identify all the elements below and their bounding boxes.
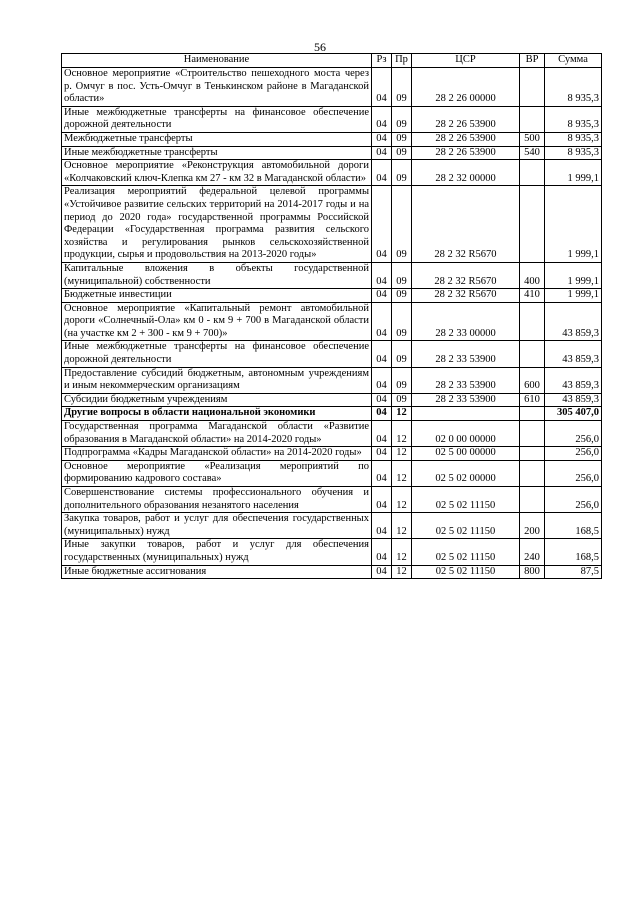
cell-vr bbox=[520, 106, 545, 132]
cell-name: Совершенствование системы профессионального обучения и дополнительного образования незанятого населения bbox=[62, 487, 372, 513]
cell-vr: 240 bbox=[520, 539, 545, 565]
table-row bbox=[62, 302, 602, 341]
cell-pr: 12 bbox=[392, 539, 412, 565]
cell-sum: 43 859,3 bbox=[545, 393, 602, 407]
cell-rz: 04 bbox=[372, 487, 392, 513]
cell-name: Предоставление субсидий бюджетным, автономным учреждениям и иным некоммерческим организациям bbox=[62, 367, 372, 393]
cell-vr: 400 bbox=[520, 262, 545, 288]
cell-rz: 04 bbox=[372, 160, 392, 186]
cell-pr: 09 bbox=[392, 367, 412, 393]
cell-name: Закупка товаров, работ и услуг для обеспечения государственных (муниципальных) нужд bbox=[62, 513, 372, 539]
table-row bbox=[62, 106, 602, 132]
cell-sum: 8 935,3 bbox=[545, 106, 602, 132]
cell-vr bbox=[520, 341, 545, 367]
cell-pr: 09 bbox=[392, 160, 412, 186]
cell-sum: 256,0 bbox=[545, 421, 602, 447]
cell-name: Бюджетные инвестиции bbox=[62, 289, 372, 303]
cell-pr: 09 bbox=[392, 393, 412, 407]
cell-csr: 02 5 02 11150 bbox=[412, 539, 520, 565]
cell-vr: 410 bbox=[520, 289, 545, 303]
cell-rz: 04 bbox=[372, 262, 392, 288]
cell-vr: 800 bbox=[520, 565, 545, 579]
cell-csr: 28 2 26 53900 bbox=[412, 132, 520, 146]
cell-name: Иные закупки товаров, работ и услуг для обеспечения государственных (муниципальных) нужд bbox=[62, 539, 372, 565]
cell-csr: 02 5 00 00000 bbox=[412, 447, 520, 461]
cell-rz: 04 bbox=[372, 146, 392, 160]
cell-rz: 04 bbox=[372, 367, 392, 393]
cell-pr: 09 bbox=[392, 132, 412, 146]
budget-table bbox=[61, 53, 602, 579]
cell-csr: 28 2 32 R5670 bbox=[412, 186, 520, 263]
cell-csr: 28 2 32 R5670 bbox=[412, 262, 520, 288]
cell-sum: 8 935,3 bbox=[545, 146, 602, 160]
cell-name: Капитальные вложения в объекты государственной (муниципальной) собственности bbox=[62, 262, 372, 288]
cell-sum: 168,5 bbox=[545, 513, 602, 539]
cell-sum: 43 859,3 bbox=[545, 302, 602, 341]
cell-csr: 28 2 33 53900 bbox=[412, 367, 520, 393]
table-body bbox=[62, 68, 602, 579]
cell-csr: 28 2 26 53900 bbox=[412, 106, 520, 132]
cell-rz: 04 bbox=[372, 460, 392, 486]
cell-sum: 8 935,3 bbox=[545, 132, 602, 146]
cell-vr bbox=[520, 186, 545, 263]
cell-name: Субсидии бюджетным учреждениям bbox=[62, 393, 372, 407]
table-row bbox=[62, 146, 602, 160]
table-row bbox=[62, 341, 602, 367]
cell-sum: 256,0 bbox=[545, 487, 602, 513]
cell-vr bbox=[520, 302, 545, 341]
cell-csr: 28 2 26 00000 bbox=[412, 68, 520, 107]
table-row bbox=[62, 289, 602, 303]
cell-sum: 1 999,1 bbox=[545, 289, 602, 303]
table-row bbox=[62, 160, 602, 186]
cell-pr: 12 bbox=[392, 460, 412, 486]
cell-rz: 04 bbox=[372, 565, 392, 579]
cell-name: Основное мероприятие «Капитальный ремонт автомобильной дороги «Солнечный-Ола» км 0 - км 9 + 700 в Магаданской области (на участке км 2 + 300 - км 9 + 700)» bbox=[62, 302, 372, 341]
cell-rz: 04 bbox=[372, 302, 392, 341]
table-row bbox=[62, 513, 602, 539]
cell-csr: 02 0 00 00000 bbox=[412, 421, 520, 447]
cell-csr: 02 5 02 00000 bbox=[412, 460, 520, 486]
cell-sum: 43 859,3 bbox=[545, 341, 602, 367]
header-name: Наименование bbox=[62, 54, 372, 68]
table-row bbox=[62, 262, 602, 288]
cell-csr: 28 2 33 53900 bbox=[412, 341, 520, 367]
cell-name: Основное мероприятие «Строительство пешеходного моста через р. Омчуг в пос. Усть-Омчуг в Тенькинском районе в Магаданской области» bbox=[62, 68, 372, 107]
table-row bbox=[62, 132, 602, 146]
cell-pr: 09 bbox=[392, 68, 412, 107]
cell-pr: 09 bbox=[392, 262, 412, 288]
cell-vr bbox=[520, 160, 545, 186]
cell-rz: 04 bbox=[372, 289, 392, 303]
header-vr: ВР bbox=[520, 54, 545, 68]
cell-name: Реализация мероприятий федеральной целевой программы «Устойчивое развитие сельских территорий на 2014-2017 годы и на период до 2020 года» государственной программы Российской Федерации «Государственная программа развития сельского хозяйства и регулирования рынков сельскохозяйственной продукции, сырья и продовольствия на 2013-2020 годы» bbox=[62, 186, 372, 263]
cell-name: Иные бюджетные ассигнования bbox=[62, 565, 372, 579]
cell-sum: 1 999,1 bbox=[545, 262, 602, 288]
cell-sum: 256,0 bbox=[545, 460, 602, 486]
cell-name: Государственная программа Магаданской области «Развитие образования в Магаданской области» на 2014-2020 годы» bbox=[62, 421, 372, 447]
cell-vr: 540 bbox=[520, 146, 545, 160]
cell-vr bbox=[520, 460, 545, 486]
cell-pr: 12 bbox=[392, 565, 412, 579]
cell-sum: 256,0 bbox=[545, 447, 602, 461]
cell-vr: 500 bbox=[520, 132, 545, 146]
cell-vr bbox=[520, 447, 545, 461]
cell-pr: 12 bbox=[392, 487, 412, 513]
table-row bbox=[62, 447, 602, 461]
cell-vr bbox=[520, 421, 545, 447]
cell-csr bbox=[412, 407, 520, 421]
cell-sum: 43 859,3 bbox=[545, 367, 602, 393]
cell-sum: 1 999,1 bbox=[545, 186, 602, 263]
table-header-row bbox=[62, 54, 602, 68]
table-row bbox=[62, 487, 602, 513]
cell-pr: 09 bbox=[392, 186, 412, 263]
cell-pr: 09 bbox=[392, 146, 412, 160]
page-number: 56 bbox=[314, 40, 326, 54]
cell-rz: 04 bbox=[372, 421, 392, 447]
cell-pr: 09 bbox=[392, 302, 412, 341]
cell-rz: 04 bbox=[372, 186, 392, 263]
cell-csr: 02 5 02 11150 bbox=[412, 487, 520, 513]
table-row bbox=[62, 68, 602, 107]
cell-rz: 04 bbox=[372, 407, 392, 421]
cell-sum: 8 935,3 bbox=[545, 68, 602, 107]
cell-csr: 28 2 33 53900 bbox=[412, 393, 520, 407]
cell-vr bbox=[520, 487, 545, 513]
cell-name: Межбюджетные трансферты bbox=[62, 132, 372, 146]
cell-sum: 168,5 bbox=[545, 539, 602, 565]
cell-rz: 04 bbox=[372, 106, 392, 132]
cell-csr: 02 5 02 11150 bbox=[412, 565, 520, 579]
header-sum: Сумма bbox=[545, 54, 602, 68]
cell-rz: 04 bbox=[372, 513, 392, 539]
table-row bbox=[62, 565, 602, 579]
cell-pr: 09 bbox=[392, 289, 412, 303]
table-row bbox=[62, 186, 602, 263]
cell-pr: 12 bbox=[392, 513, 412, 539]
cell-sum: 305 407,0 bbox=[545, 407, 602, 421]
cell-pr: 12 bbox=[392, 447, 412, 461]
cell-rz: 04 bbox=[372, 68, 392, 107]
cell-name: Иные межбюджетные трансферты bbox=[62, 146, 372, 160]
cell-csr: 02 5 02 11150 bbox=[412, 513, 520, 539]
cell-sum: 87,5 bbox=[545, 565, 602, 579]
cell-rz: 04 bbox=[372, 539, 392, 565]
cell-csr: 28 2 32 00000 bbox=[412, 160, 520, 186]
table-row bbox=[62, 539, 602, 565]
cell-vr bbox=[520, 407, 545, 421]
cell-rz: 04 bbox=[372, 132, 392, 146]
cell-vr: 200 bbox=[520, 513, 545, 539]
cell-csr: 28 2 32 R5670 bbox=[412, 289, 520, 303]
header-rz: Рз bbox=[372, 54, 392, 68]
cell-vr: 610 bbox=[520, 393, 545, 407]
cell-sum: 1 999,1 bbox=[545, 160, 602, 186]
cell-name: Основное мероприятие «Реализация мероприятий по формированию кадрового состава» bbox=[62, 460, 372, 486]
table-row bbox=[62, 367, 602, 393]
header-pr: Пр bbox=[392, 54, 412, 68]
table-row bbox=[62, 393, 602, 407]
cell-rz: 04 bbox=[372, 447, 392, 461]
cell-vr: 600 bbox=[520, 367, 545, 393]
cell-rz: 04 bbox=[372, 393, 392, 407]
cell-vr bbox=[520, 68, 545, 107]
cell-csr: 28 2 26 53900 bbox=[412, 146, 520, 160]
cell-pr: 09 bbox=[392, 106, 412, 132]
table-row bbox=[62, 421, 602, 447]
cell-name: Иные межбюджетные трансферты на финансовое обеспечение дорожной деятельности bbox=[62, 341, 372, 367]
cell-pr: 12 bbox=[392, 407, 412, 421]
table-row bbox=[62, 460, 602, 486]
header-csr: ЦСР bbox=[412, 54, 520, 68]
cell-csr: 28 2 33 00000 bbox=[412, 302, 520, 341]
cell-name: Иные межбюджетные трансферты на финансовое обеспечение дорожной деятельности bbox=[62, 106, 372, 132]
cell-pr: 09 bbox=[392, 341, 412, 367]
cell-name: Другие вопросы в области национальной экономики bbox=[62, 407, 372, 421]
table-row bbox=[62, 407, 602, 421]
cell-rz: 04 bbox=[372, 341, 392, 367]
cell-name: Основное мероприятие «Реконструкция автомобильной дороги «Колчаковский ключ-Клепка км 27 - км 32 в Магаданской области» bbox=[62, 160, 372, 186]
cell-name: Подпрограмма «Кадры Магаданской области» на 2014-2020 годы» bbox=[62, 447, 372, 461]
cell-pr: 12 bbox=[392, 421, 412, 447]
